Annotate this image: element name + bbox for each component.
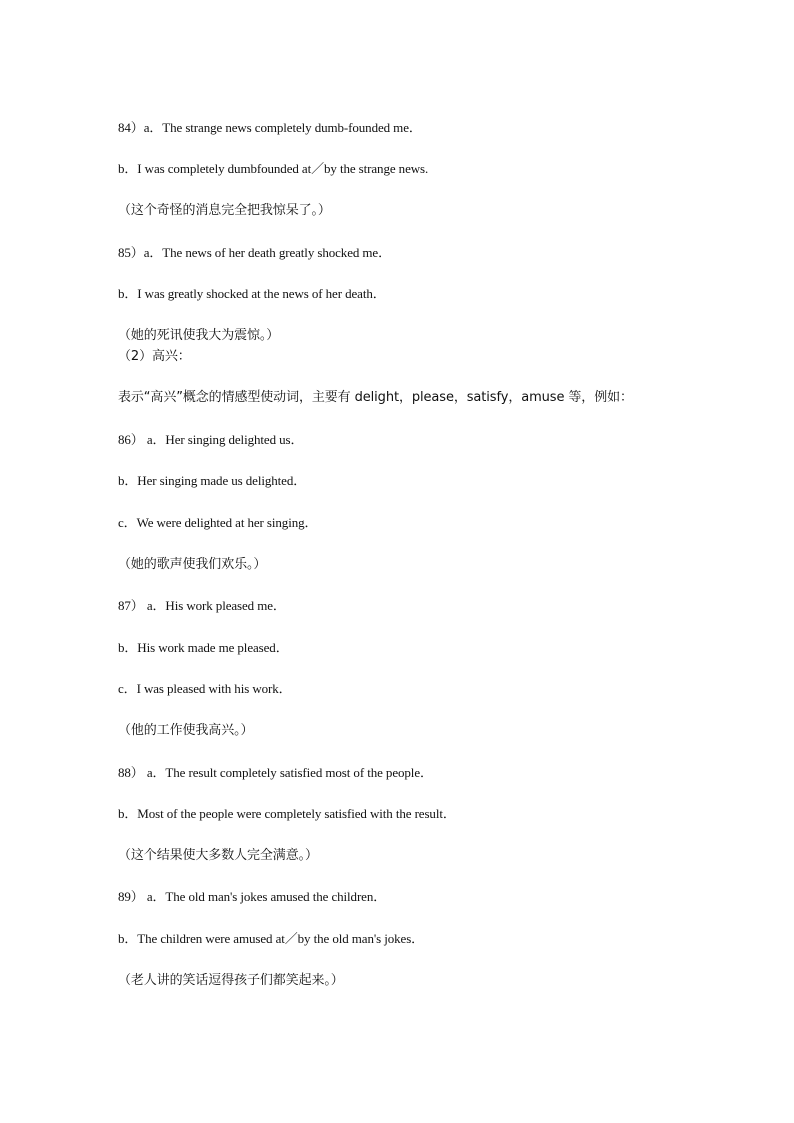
example-84b: b．I was completely dumbfounded at／by the strange news. <box>118 161 429 176</box>
example-88b: b．Most of the people were completely satisfied with the result． <box>118 806 456 821</box>
section-intro: 表示“高兴”概念的情感型使动词，主要有 delight，please，satisfy，amuse 等，例如： <box>118 390 633 405</box>
example-89a: 89） a．The old man's jokes amused the children． <box>118 889 387 904</box>
example-85b: b．I was greatly shocked at the news of her death． <box>118 286 386 301</box>
section-heading-happy: （2）高兴： <box>118 349 191 364</box>
example-87a: 87） a．His work pleased me． <box>118 598 286 613</box>
example-87c: c．I was pleased with his work． <box>118 681 292 696</box>
translation-87: （他的工作使我高兴。） <box>118 723 254 738</box>
translation-84: （这个奇怪的消息完全把我惊呆了。） <box>118 203 331 218</box>
translation-88: （这个结果使大多数人完全满意。） <box>118 848 318 863</box>
example-85a: 85）a．The news of her death greatly shocked me． <box>118 245 392 260</box>
example-89b: b．The children were amused at／by the old man's jokes． <box>118 931 425 946</box>
example-87b: b．His work made me pleased． <box>118 640 289 655</box>
example-86c: c．We were delighted at her singing． <box>118 515 318 530</box>
translation-85: （她的死讯使我大为震惊。） <box>118 328 280 343</box>
translation-89: （老人讲的笑话逗得孩子们都笑起来。） <box>118 973 344 988</box>
translation-86: （她的歌声使我们欢乐。） <box>118 557 267 572</box>
example-86b: b．Her singing made us delighted． <box>118 473 307 488</box>
example-88a: 88） a．The result completely satisfied most of the people． <box>118 765 433 780</box>
example-86a: 86） a．Her singing delighted us． <box>118 432 304 447</box>
example-84a: 84）a．The strange news completely dumb-founded me． <box>118 120 422 135</box>
